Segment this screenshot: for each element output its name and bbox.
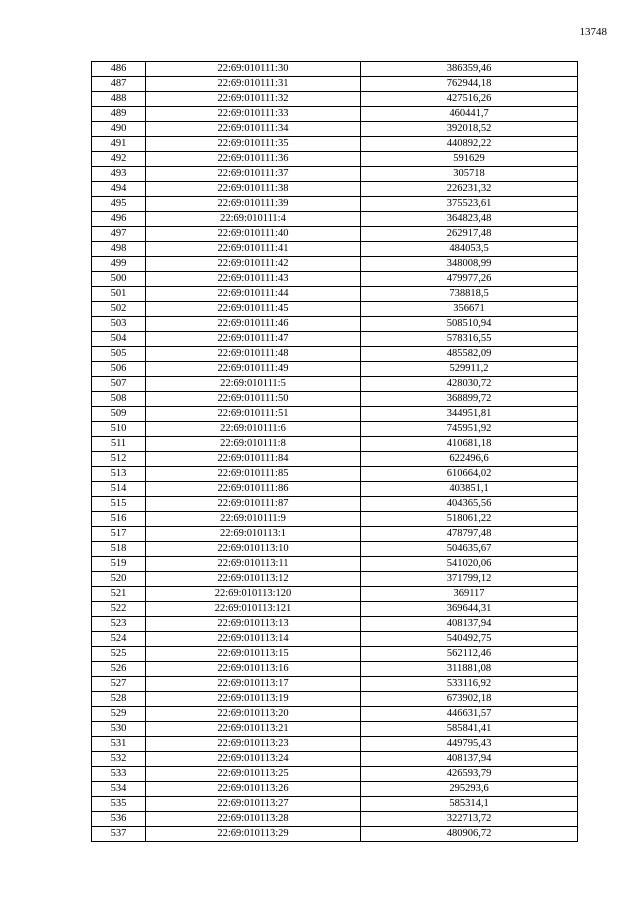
row-number-cell: 524 — [92, 632, 146, 647]
row-number-cell: 498 — [92, 242, 146, 257]
row-number-cell: 490 — [92, 122, 146, 137]
table-row — [92, 377, 578, 392]
row-number-cell: 501 — [92, 287, 146, 302]
cadastral-value-cell: 426593,79 — [361, 767, 578, 782]
row-number-cell: 486 — [92, 62, 146, 77]
cadastral-number-cell: 22:69:010113:29 — [146, 827, 361, 842]
table-row — [92, 647, 578, 662]
cadastral-value-cell: 392018,52 — [361, 122, 578, 137]
cadastral-number-cell: 22:69:010111:5 — [146, 377, 361, 392]
table-row — [92, 272, 578, 287]
row-number-cell: 488 — [92, 92, 146, 107]
row-number-cell: 503 — [92, 317, 146, 332]
row-number-cell: 502 — [92, 302, 146, 317]
cadastral-number-cell: 22:69:010113:17 — [146, 677, 361, 692]
row-number-cell: 504 — [92, 332, 146, 347]
cadastral-value-cell: 322713,72 — [361, 812, 578, 827]
cadastral-number-cell: 22:69:010111:43 — [146, 272, 361, 287]
table-row — [92, 167, 578, 182]
cadastral-value-cell: 479977,26 — [361, 272, 578, 287]
cadastral-number-cell: 22:69:010111:37 — [146, 167, 361, 182]
row-number-cell: 522 — [92, 602, 146, 617]
cadastral-number-cell: 22:69:010111:6 — [146, 422, 361, 437]
table-row — [92, 497, 578, 512]
row-number-cell: 497 — [92, 227, 146, 242]
cadastral-value-cell: 311881,08 — [361, 662, 578, 677]
cadastral-number-cell: 22:69:010111:30 — [146, 62, 361, 77]
cadastral-number-cell: 22:69:010113:20 — [146, 707, 361, 722]
table-row — [92, 557, 578, 572]
cadastral-value-cell: 578316,55 — [361, 332, 578, 347]
cadastral-number-cell: 22:69:010113:25 — [146, 767, 361, 782]
cadastral-number-cell: 22:69:010111:35 — [146, 137, 361, 152]
cadastral-number-cell: 22:69:010111:4 — [146, 212, 361, 227]
row-number-cell: 521 — [92, 587, 146, 602]
cadastral-number-cell: 22:69:010113:19 — [146, 692, 361, 707]
cadastral-value-cell: 460441,7 — [361, 107, 578, 122]
row-number-cell: 500 — [92, 272, 146, 287]
row-number-cell: 519 — [92, 557, 146, 572]
table-row — [92, 287, 578, 302]
cadastral-number-cell: 22:69:010111:33 — [146, 107, 361, 122]
table-row — [92, 317, 578, 332]
table-row — [92, 572, 578, 587]
cadastral-number-cell: 22:69:010113:12 — [146, 572, 361, 587]
row-number-cell: 489 — [92, 107, 146, 122]
table-row — [92, 722, 578, 737]
cadastral-number-cell: 22:69:010111:46 — [146, 317, 361, 332]
cadastral-value-cell: 585314,1 — [361, 797, 578, 812]
table-row — [92, 662, 578, 677]
cadastral-value-cell: 562112,46 — [361, 647, 578, 662]
cadastral-value-cell: 428030,72 — [361, 377, 578, 392]
cadastral-value-cell: 762944,18 — [361, 77, 578, 92]
cadastral-value-cell: 375523,61 — [361, 197, 578, 212]
row-number-cell: 523 — [92, 617, 146, 632]
cadastral-value-cell: 368899,72 — [361, 392, 578, 407]
table-row — [92, 182, 578, 197]
row-number-cell: 537 — [92, 827, 146, 842]
table-row — [92, 242, 578, 257]
table-row — [92, 767, 578, 782]
table-row — [92, 452, 578, 467]
table-row — [92, 737, 578, 752]
page-number: 13748 — [579, 26, 607, 38]
cadastral-value-cell: 504635,67 — [361, 542, 578, 557]
table-row — [92, 677, 578, 692]
cadastral-number-cell: 22:69:010113:15 — [146, 647, 361, 662]
cadastral-value-cell: 745951,92 — [361, 422, 578, 437]
table-row — [92, 197, 578, 212]
cadastral-number-cell: 22:69:010113:16 — [146, 662, 361, 677]
row-number-cell: 534 — [92, 782, 146, 797]
cadastral-value-cell: 738818,5 — [361, 287, 578, 302]
cadastral-value-cell: 408137,94 — [361, 617, 578, 632]
cadastral-value-cell: 485582,09 — [361, 347, 578, 362]
cadastral-value-cell: 369117 — [361, 587, 578, 602]
table-row — [92, 782, 578, 797]
cadastral-value-cell: 585841,41 — [361, 722, 578, 737]
cadastral-number-cell: 22:69:010111:51 — [146, 407, 361, 422]
cadastral-number-cell: 22:69:010113:23 — [146, 737, 361, 752]
table-row — [92, 617, 578, 632]
row-number-cell: 520 — [92, 572, 146, 587]
row-number-cell: 517 — [92, 527, 146, 542]
cadastral-value-cell: 533116,92 — [361, 677, 578, 692]
cadastral-value-cell: 529911,2 — [361, 362, 578, 377]
table-row — [92, 632, 578, 647]
cadastral-value-cell: 364823,48 — [361, 212, 578, 227]
cadastral-value-cell: 295293,6 — [361, 782, 578, 797]
cadastral-value-cell: 591629 — [361, 152, 578, 167]
table-row — [92, 527, 578, 542]
table-row — [92, 482, 578, 497]
table-row — [92, 332, 578, 347]
row-number-cell: 491 — [92, 137, 146, 152]
cadastral-number-cell: 22:69:010111:31 — [146, 77, 361, 92]
row-number-cell: 493 — [92, 167, 146, 182]
cadastral-value-cell: 673902,18 — [361, 692, 578, 707]
cadastral-number-cell: 22:69:010111:9 — [146, 512, 361, 527]
row-number-cell: 496 — [92, 212, 146, 227]
table-row — [92, 122, 578, 137]
row-number-cell: 507 — [92, 377, 146, 392]
cadastral-value-cell: 348008,99 — [361, 257, 578, 272]
cadastral-number-cell: 22:69:010111:36 — [146, 152, 361, 167]
cadastral-number-cell: 22:69:010113:14 — [146, 632, 361, 647]
cadastral-value-cell: 408137,94 — [361, 752, 578, 767]
table-row — [92, 827, 578, 842]
cadastral-number-cell: 22:69:010111:42 — [146, 257, 361, 272]
cadastral-number-cell: 22:69:010111:34 — [146, 122, 361, 137]
cadastral-value-cell: 427516,26 — [361, 92, 578, 107]
cadastral-number-cell: 22:69:010111:86 — [146, 482, 361, 497]
row-number-cell: 529 — [92, 707, 146, 722]
cadastral-number-cell: 22:69:010111:47 — [146, 332, 361, 347]
cadastral-value-cell: 369644,31 — [361, 602, 578, 617]
table-body — [92, 62, 578, 842]
cadastral-value-cell: 386359,46 — [361, 62, 578, 77]
cadastral-number-cell: 22:69:010113:13 — [146, 617, 361, 632]
cadastral-number-cell: 22:69:010113:28 — [146, 812, 361, 827]
cadastral-number-cell: 22:69:010113:120 — [146, 587, 361, 602]
row-number-cell: 525 — [92, 647, 146, 662]
table-row — [92, 467, 578, 482]
cadastral-value-table — [91, 61, 578, 842]
cadastral-number-cell: 22:69:010111:44 — [146, 287, 361, 302]
table-row — [92, 707, 578, 722]
cadastral-number-cell: 22:69:010113:121 — [146, 602, 361, 617]
table-row — [92, 257, 578, 272]
row-number-cell: 505 — [92, 347, 146, 362]
row-number-cell: 487 — [92, 77, 146, 92]
table-row — [92, 542, 578, 557]
table-row — [92, 392, 578, 407]
row-number-cell: 530 — [92, 722, 146, 737]
row-number-cell: 516 — [92, 512, 146, 527]
cadastral-number-cell: 22:69:010111:40 — [146, 227, 361, 242]
table-row — [92, 152, 578, 167]
table-row — [92, 512, 578, 527]
cadastral-value-cell: 404365,56 — [361, 497, 578, 512]
cadastral-value-cell: 478797,48 — [361, 527, 578, 542]
table-row — [92, 587, 578, 602]
table-row — [92, 62, 578, 77]
cadastral-number-cell: 22:69:010111:41 — [146, 242, 361, 257]
cadastral-number-cell: 22:69:010113:10 — [146, 542, 361, 557]
table-row — [92, 77, 578, 92]
row-number-cell: 535 — [92, 797, 146, 812]
cadastral-value-cell: 540492,75 — [361, 632, 578, 647]
cadastral-value-cell: 371799,12 — [361, 572, 578, 587]
table-row — [92, 347, 578, 362]
row-number-cell: 495 — [92, 197, 146, 212]
cadastral-number-cell: 22:69:010113:21 — [146, 722, 361, 737]
row-number-cell: 508 — [92, 392, 146, 407]
table-row — [92, 212, 578, 227]
row-number-cell: 511 — [92, 437, 146, 452]
table-row — [92, 602, 578, 617]
row-number-cell: 527 — [92, 677, 146, 692]
row-number-cell: 499 — [92, 257, 146, 272]
cadastral-value-cell: 508510,94 — [361, 317, 578, 332]
cadastral-number-cell: 22:69:010111:50 — [146, 392, 361, 407]
table-row — [92, 437, 578, 452]
cadastral-value-cell: 262917,48 — [361, 227, 578, 242]
row-number-cell: 515 — [92, 497, 146, 512]
row-number-cell: 512 — [92, 452, 146, 467]
cadastral-number-cell: 22:69:010113:24 — [146, 752, 361, 767]
cadastral-value-cell: 449795,43 — [361, 737, 578, 752]
table-row — [92, 362, 578, 377]
table-row — [92, 422, 578, 437]
row-number-cell: 531 — [92, 737, 146, 752]
cadastral-value-cell: 480906,72 — [361, 827, 578, 842]
cadastral-value-cell: 226231,32 — [361, 182, 578, 197]
cadastral-value-cell: 410681,18 — [361, 437, 578, 452]
table-row — [92, 92, 578, 107]
cadastral-number-cell: 22:69:010111:48 — [146, 347, 361, 362]
table-row — [92, 407, 578, 422]
cadastral-number-cell: 22:69:010111:38 — [146, 182, 361, 197]
row-number-cell: 528 — [92, 692, 146, 707]
cadastral-value-cell: 440892,22 — [361, 137, 578, 152]
cadastral-value-cell: 344951,81 — [361, 407, 578, 422]
row-number-cell: 513 — [92, 467, 146, 482]
cadastral-number-cell: 22:69:010111:8 — [146, 437, 361, 452]
cadastral-number-cell: 22:69:010111:87 — [146, 497, 361, 512]
cadastral-value-cell: 305718 — [361, 167, 578, 182]
row-number-cell: 509 — [92, 407, 146, 422]
cadastral-number-cell: 22:69:010111:84 — [146, 452, 361, 467]
cadastral-value-cell: 403851,1 — [361, 482, 578, 497]
cadastral-value-cell: 446631,57 — [361, 707, 578, 722]
cadastral-number-cell: 22:69:010111:45 — [146, 302, 361, 317]
cadastral-number-cell: 22:69:010111:39 — [146, 197, 361, 212]
cadastral-value-cell: 484053,5 — [361, 242, 578, 257]
cadastral-number-cell: 22:69:010113:11 — [146, 557, 361, 572]
table-row — [92, 302, 578, 317]
cadastral-number-cell: 22:69:010111:49 — [146, 362, 361, 377]
row-number-cell: 506 — [92, 362, 146, 377]
row-number-cell: 533 — [92, 767, 146, 782]
table-row — [92, 797, 578, 812]
cadastral-value-cell: 541020,06 — [361, 557, 578, 572]
row-number-cell: 532 — [92, 752, 146, 767]
cadastral-value-cell: 518061,22 — [361, 512, 578, 527]
cadastral-value-cell: 356671 — [361, 302, 578, 317]
cadastral-number-cell: 22:69:010111:32 — [146, 92, 361, 107]
row-number-cell: 510 — [92, 422, 146, 437]
table-row — [92, 227, 578, 242]
row-number-cell: 514 — [92, 482, 146, 497]
cadastral-number-cell: 22:69:010113:27 — [146, 797, 361, 812]
cadastral-value-cell: 622496,6 — [361, 452, 578, 467]
table-row — [92, 812, 578, 827]
cadastral-value-cell: 610664,02 — [361, 467, 578, 482]
table-row — [92, 692, 578, 707]
cadastral-number-cell: 22:69:010113:1 — [146, 527, 361, 542]
row-number-cell: 492 — [92, 152, 146, 167]
table-row — [92, 752, 578, 767]
cadastral-number-cell: 22:69:010113:26 — [146, 782, 361, 797]
cadastral-number-cell: 22:69:010111:85 — [146, 467, 361, 482]
row-number-cell: 526 — [92, 662, 146, 677]
row-number-cell: 536 — [92, 812, 146, 827]
row-number-cell: 518 — [92, 542, 146, 557]
table-row — [92, 107, 578, 122]
row-number-cell: 494 — [92, 182, 146, 197]
table-row — [92, 137, 578, 152]
